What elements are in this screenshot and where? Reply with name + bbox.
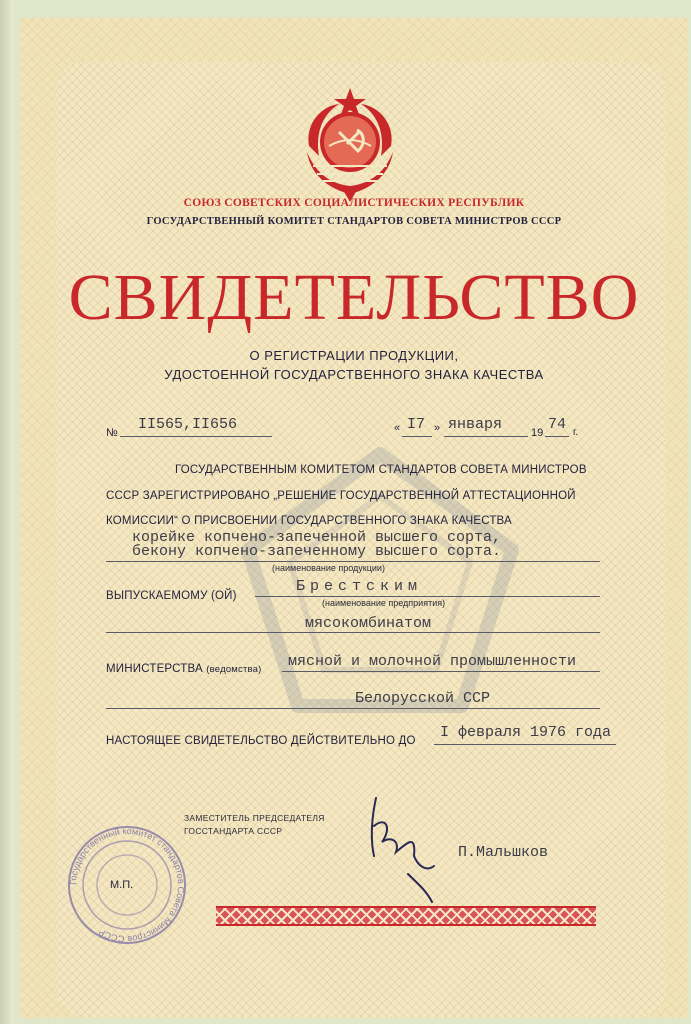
ministry-label-main: МИНИСТЕРСТВА (106, 663, 203, 675)
official-seal (66, 824, 188, 946)
country-name: СОЮЗ СОВЕТСКИХ СОЦИАЛИСТИЧЕСКИХ РЕСПУБЛИК (183, 197, 525, 209)
ussr-coat-of-arms-icon (293, 86, 407, 202)
document-binding-edge (0, 0, 14, 1024)
validity-date: I февраля 1976 года (440, 724, 612, 741)
enterprise-caption: (наименование предприятия) (322, 598, 446, 608)
ministry-label (106, 663, 262, 675)
document-title: СВИДЕТЕЛЬСТВО (68, 261, 640, 334)
enterprise-name-continued: мясокомбинатом (305, 615, 432, 632)
subtitle-line-2: УДОСТОЕННОЙ ГОСУДАРСТВЕННОГО ЗНАКА КАЧЕСТВА (164, 367, 544, 382)
enterprise-name: Брестским (296, 578, 423, 595)
signatory-title-line-1: ЗАМЕСТИТЕЛЬ ПРЕДСЕДАТЕЛЯ (184, 813, 325, 823)
statement-line-2: СССР ЗАРЕГИСТРИРОВАНО „РЕШЕНИЕ ГОСУДАРСТВЕННОЙ АТТЕСТАЦИОННОЙ (106, 490, 576, 502)
year-underline (545, 436, 569, 437)
ministry-name: мясной и молочной промышленности (288, 653, 577, 670)
subtitle-line-1: О РЕГИСТРАЦИИ ПРОДУКЦИИ, (249, 348, 459, 363)
signatory-title-line-2: ГОССТАНДАРТА СССР (184, 826, 283, 836)
signatory-name: П.Мальшков (458, 844, 549, 861)
enterprise-label: ВЫПУСКАЕМОМУ (ОЙ) (106, 590, 237, 602)
certificate-sheet (20, 18, 688, 1018)
statement-line-1: ГОСУДАРСТВЕННЫМ КОМИТЕТОМ СТАНДАРТОВ СОВЕТА МИНИСТРОВ (175, 464, 587, 476)
year-prefix: 19 (531, 427, 544, 439)
day-quote-open: « (394, 422, 401, 434)
validity-underline (434, 744, 616, 745)
handwritten-signature (356, 786, 466, 906)
seal-ring-text: Государственный комитет стандартов Совета Министров СССР (67, 825, 187, 945)
registration-year: 74 (548, 416, 567, 433)
ministry-continuation-underline (106, 708, 600, 709)
day-underline (402, 436, 432, 437)
product-name-line-1: корейке копчено-запеченной высшего сорта, (132, 529, 502, 546)
number-underline (120, 436, 272, 437)
product-underline (106, 561, 600, 562)
ornament-band-icon (216, 906, 596, 926)
statement-line-3: КОМИССИИ“ О ПРИСВОЕНИИ ГОСУДАРСТВЕННОГО ЗНАКА КАЧЕСТВА (106, 515, 512, 527)
day-quote-close: » (434, 422, 441, 434)
enterprise-underline (255, 596, 600, 597)
seal-place-label: М.П. (110, 879, 134, 891)
enterprise-continuation-underline (106, 632, 600, 633)
registration-month: января (448, 416, 503, 433)
number-label: № (106, 427, 118, 439)
registration-number: II565,II656 (138, 416, 238, 433)
year-unit: г. (573, 427, 579, 438)
product-caption: (наименование продукции) (272, 563, 385, 573)
validity-label: НАСТОЯЩЕЕ СВИДЕТЕЛЬСТВО ДЕЙСТВИТЕЛЬНО ДО (106, 735, 416, 747)
ministry-underline (282, 671, 600, 672)
month-underline (444, 436, 528, 437)
ministry-name-continued: Белорусской ССР (355, 690, 491, 707)
committee-name: ГОСУДАРСТВЕННЫЙ КОМИТЕТ СТАНДАРТОВ СОВЕТА МИНИСТРОВ СССР (146, 216, 562, 227)
registration-day: I7 (407, 416, 426, 433)
ministry-label-small: (ведомства) (206, 664, 262, 675)
product-name-line-2: бекону копчено-запеченному высшего сорта. (132, 543, 502, 560)
